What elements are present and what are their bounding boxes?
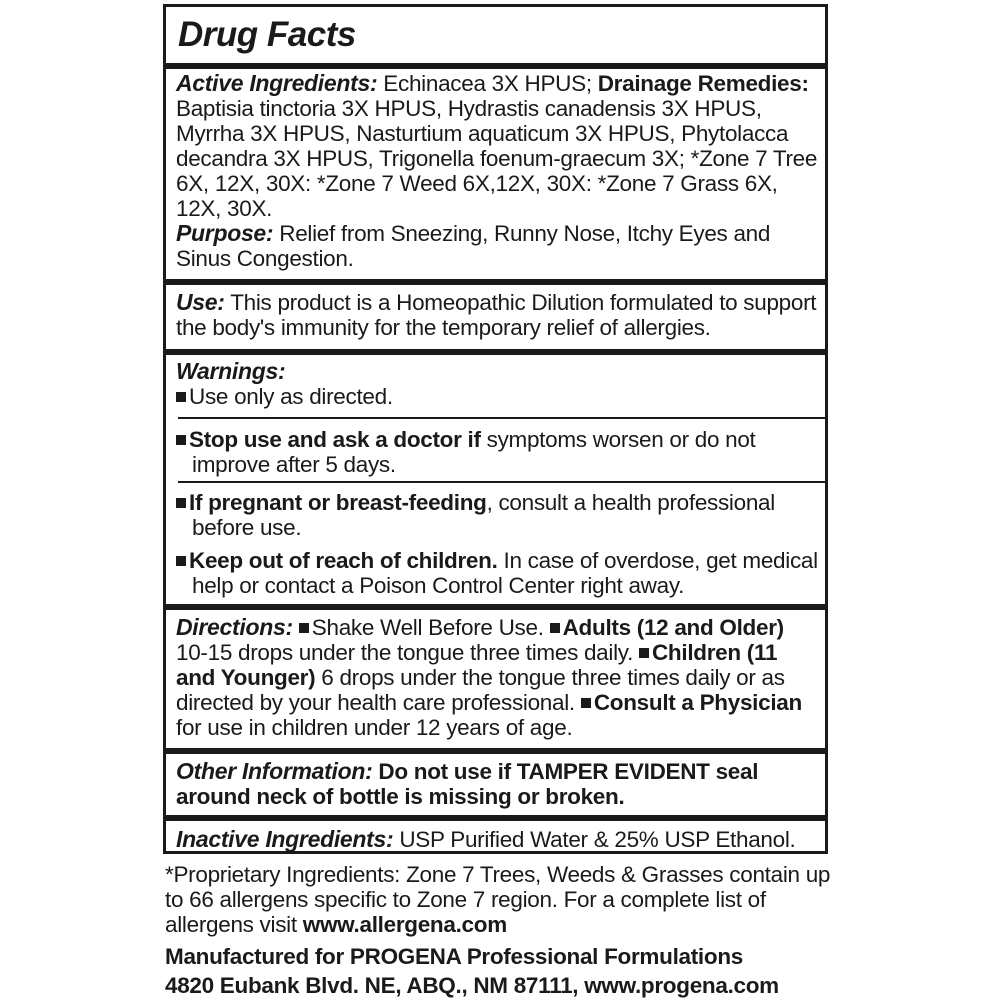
divider [166,815,825,821]
drug-facts-title: Drug Facts [178,15,356,54]
drainage-remedies-text: Baptisia tinctoria 3X HPUS, Hydrastis canadensis 3X HPUS, Myrrha 3X HPUS, Nasturtium aquaticum 3X HPUS, Phytolacca decandra 3X HPUS, Trigonella foenum-graecum 3X; *Zone 7 Tree 6X, 12X, 30X: *Zone 7 Weed 6X,12X, 30X: *Zone 7 Grass 6X, 12X, 30X. [176,96,818,221]
bullet-square-icon [176,392,186,402]
divider [166,279,825,285]
bullet-square-icon [176,498,186,508]
bullet-square-icon [176,435,186,445]
bullet-square-icon [550,623,560,633]
bullet-square-icon [581,698,591,708]
other-information-section [176,759,819,809]
manufacturer-line-1: Manufactured for PROGENA Professional Formulations [165,944,743,969]
divider [166,748,825,754]
footnote-url: www.allergena.com [302,912,507,937]
inactive-ingredients-section [176,827,819,852]
warnings-heading: Warnings: [176,358,286,384]
warning-item: Stop use and ask a doctor if symptoms worsen or do not improve after 5 days. [176,427,819,477]
divider [178,417,825,419]
other-information-text: Do not use if TAMPER EVIDENT seal around neck of bottle is missing or broken. [176,759,759,809]
active-ingredients-text: Echinacea 3X HPUS; [377,71,598,96]
divider [178,481,825,483]
warning-item: Use only as directed. [176,384,819,409]
manufacturer-info [165,942,865,1000]
inactive-ingredients-heading: Inactive Ingredients: [176,826,394,852]
bullet-square-icon [299,623,309,633]
drug-facts-panel [163,4,828,854]
use-section [176,290,819,340]
manufacturer-line-2: 4820 Eubank Blvd. NE, ABQ., NM 87111, www.progena.com [165,973,779,998]
use-text: This product is a Homeopathic Dilution formulated to support the body's immunity for the temporary relief of allergies. [176,290,817,340]
footnote [165,862,845,937]
bullet-square-icon [176,556,186,566]
directions-heading: Directions: [176,614,293,640]
directions-section: Directions: Shake Well Before Use. Adults (12 and Older) 10-15 drops under the tongue three times daily. Children (11 and Younger) 6 drops under the tongue three times daily or as directed by your health care professional. Consult a Physician for use in children under 12 years of age. [176,614,802,740]
other-information-heading: Other Information: [176,758,373,784]
active-ingredients-section [176,71,819,271]
active-ingredients-heading: Active Ingredients: [176,70,378,96]
divider [166,63,825,69]
warning-item: If pregnant or breast-feeding, consult a health professional before use. [176,490,819,540]
divider [166,349,825,355]
warnings-section [176,359,819,409]
inactive-ingredients-text: USP Purified Water & 25% USP Ethanol. [393,827,796,852]
divider [166,604,825,610]
purpose-text: Relief from Sneezing, Runny Nose, Itchy Eyes and Sinus Congestion. [176,221,771,271]
bullet-square-icon [639,648,649,658]
footnote-text: *Proprietary Ingredients: Zone 7 Trees, Weeds & Grasses contain up to 66 allergens specific to Zone 7 region. For a complete list of allergens visit [165,862,831,937]
purpose-heading: Purpose: [176,220,274,246]
warning-item: Keep out of reach of children. In case of overdose, get medical help or contact a Poison Control Center right away. [176,548,819,598]
use-heading: Use: [176,289,225,315]
drainage-remedies-label: Drainage Remedies: [597,71,809,96]
